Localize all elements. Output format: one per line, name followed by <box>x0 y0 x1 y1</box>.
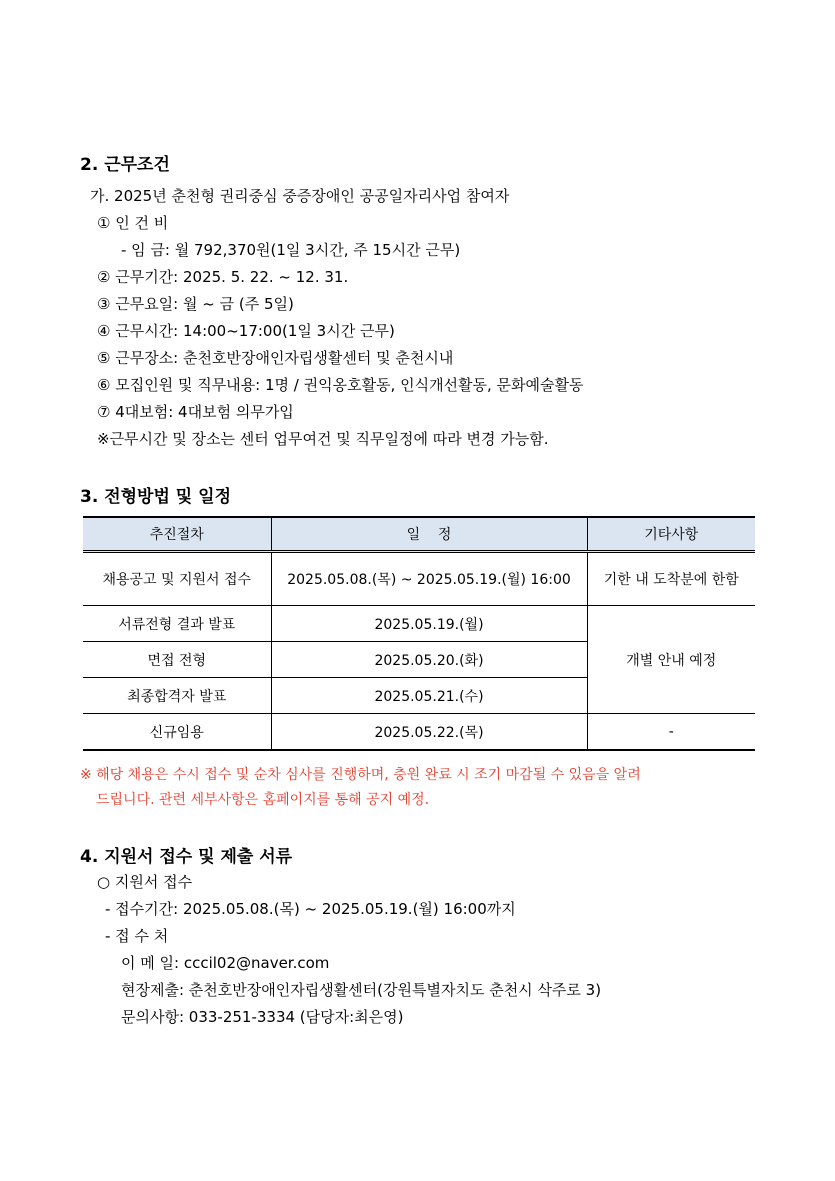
table-header-row <box>83 517 755 552</box>
condition-item: ③ 근무요일: 월 ~ 금 (주 5일) <box>97 295 294 313</box>
table-row <box>83 552 755 606</box>
cell-date: 2025.05.20.(화) <box>271 642 587 678</box>
header-date: 일 정 <box>271 517 587 552</box>
header-step: 추진절차 <box>83 517 271 552</box>
cell-date: 2025.05.22.(목) <box>271 714 587 751</box>
warning-note-line2: 드립니다. 관련 세부사항은 홈페이지를 통해 공지 예정. <box>96 792 430 808</box>
application-visit: 현장제출: 춘천호반장애인자립생활센터(강원특별자치도 춘천시 삭주로 3) <box>121 981 602 999</box>
cell-step: 신규임용 <box>83 714 271 751</box>
condition-item: ① 인 건 비 <box>97 214 169 232</box>
section2-title: 2. 근무조건 <box>80 155 170 175</box>
cell-step: 서류전형 결과 발표 <box>83 606 271 642</box>
cell-etc-merged: 개별 안내 예정 <box>587 606 755 714</box>
condition-item: ② 근무기간: 2025. 5. 22. ~ 12. 31. <box>97 268 349 286</box>
section2-subtitle: 가. 2025년 춘천형 권리중심 중증장애인 공공일자리사업 참여자 <box>90 187 510 205</box>
schedule-table <box>83 516 755 751</box>
table-row <box>83 606 755 642</box>
cell-date: 2025.05.19.(월) <box>271 606 587 642</box>
cell-etc: 기한 내 도착분에 한함 <box>587 552 755 606</box>
cell-step: 채용공고 및 지원서 접수 <box>83 552 271 606</box>
application-place-label: - 접 수 처 <box>105 927 169 945</box>
cell-step: 면접 전형 <box>83 642 271 678</box>
condition-item: ⑦ 4대보험: 4대보험 의무가입 <box>97 403 294 421</box>
section3-title: 3. 전형방법 및 일정 <box>80 487 231 507</box>
section4-title: 4. 지원서 접수 및 제출 서류 <box>80 847 293 867</box>
application-period: - 접수기간: 2025.05.08.(목) ~ 2025.05.19.(월) 16:00까지 <box>105 900 516 918</box>
condition-item: ⑥ 모집인원 및 직무내용: 1명 / 권익옹호활동, 인식개선활동, 문화예술활동 <box>97 376 584 394</box>
application-contact: 문의사항: 033-251-3334 (담당자:최은영) <box>121 1008 404 1026</box>
condition-note: ※근무시간 및 장소는 센터 업무여건 및 직무일정에 따라 변경 가능함. <box>97 430 549 448</box>
condition-item: ⑤ 근무장소: 춘천호반장애인자립생활센터 및 춘천시내 <box>97 349 454 367</box>
condition-item: ④ 근무시간: 14:00~17:00(1일 3시간 근무) <box>97 322 395 340</box>
table-row <box>83 714 755 751</box>
application-subheading: ○ 지원서 접수 <box>97 873 193 891</box>
warning-note-line1: ※ 해당 채용은 수시 접수 및 순차 심사를 진행하며, 충원 완료 시 조기 마감될 수 있음을 알려 <box>80 767 641 783</box>
application-email: 이 메 일: cccil02@naver.com <box>121 954 330 972</box>
header-etc: 기타사항 <box>587 517 755 552</box>
cell-step: 최종합격자 발표 <box>83 678 271 714</box>
cell-date: 2025.05.21.(수) <box>271 678 587 714</box>
condition-item: - 임 금: 월 792,370원(1일 3시간, 주 15시간 근무) <box>121 241 461 259</box>
cell-date: 2025.05.08.(목) ~ 2025.05.19.(월) 16:00 <box>271 552 587 606</box>
cell-etc: - <box>587 714 755 751</box>
